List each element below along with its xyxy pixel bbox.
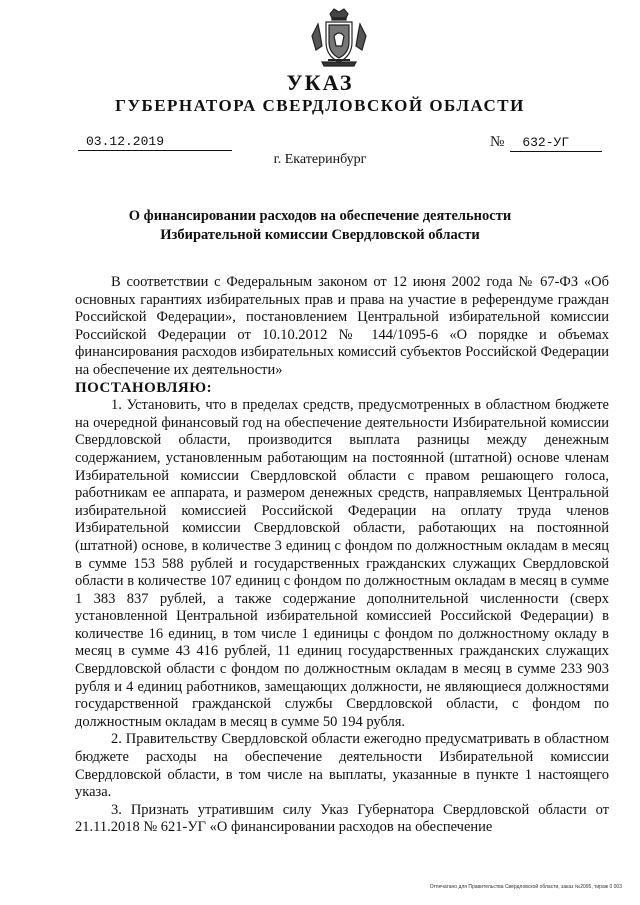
paragraph-3: 3. Признать утратившим силу Указ Губернатора Свердловской области от 21.11.2018 № 621-УГ «О финансировании расходов на обеспечение	[75, 801, 609, 836]
number-sign: №	[490, 134, 505, 150]
document-number-block	[490, 134, 602, 152]
document-number: 632-УГ	[510, 135, 602, 152]
document-body	[75, 274, 609, 837]
decree-word: ПОСТАНОВЛЯЮ:	[75, 379, 213, 396]
document-city: г. Екатеринбург	[273, 152, 367, 167]
coat-of-arms-emblem	[308, 6, 370, 68]
intro-paragraph: В соответствии с Федеральным законом от 12 июня 2002 года № 67-ФЗ «Об основных гарантиях избирательных прав и права на участие в референдуме граждан Российской Федерации», постановлением Центральной избирательной комиссии Российской Федерации от 10.10.2012 № 144/1095-6 «О порядке и объемах финансирования расходов избирательных комиссий субъектов Российской Федерации на обеспечение их деятельности»	[75, 274, 609, 378]
document-date: 03.12.2019	[78, 134, 232, 151]
paragraph-1: 1. Установить, что в пределах средств, предусмотренных в областном бюджете на очередной финансовый год на обеспечение деятельности Избирательной комиссии Свердловской области, производится выплата разницы между денежным содержанием, установленным работающим на постоянной (штатной) основе членам Избирательной комиссии Свердловской области с правом решающего голоса, работникам ее аппарата, и размером денежных средств, направляемых Центральной избирательной комиссией Российской Федерации на оплату труда членов Избирательной комиссии Свердловской области, работающих на постоянной (штатной) основе, в количестве 3 единиц с фондом по должностным окладам в месяц в сумме 153 588 рублей и государственных гражданских служащих Свердловской области в количестве 107 единиц с фондом по должностным окладам в месяц в сумме 1 383 837 рублей, а также содержание дополнительной численности (сверх установленной Центральной избирательной комиссией Российской Федерации) в количестве 16 единиц, в том числе 1 единицы с фондом по должностному окладу в месяц в сумме 43 416 рублей, 11 единиц государственных гражданских служащих Свердловской области с фондом по должностным окладам в месяц в сумме 233 903 рубля и 4 единиц работников, замещающих должности, не являющиеся должностями государственной гражданской службы Свердловской области, с фондом по должностным окладам в месяц в сумме 50 194 рубля.	[75, 397, 609, 730]
heading-line-1: О финансировании расходов на обеспечение деятельности	[128, 208, 512, 224]
document-subtitle: ГУБЕРНАТОРА СВЕРДЛОВСКОЙ ОБЛАСТИ	[115, 96, 525, 115]
document-heading	[80, 207, 560, 245]
document-title: УКАЗ	[286, 70, 354, 95]
heading-line-2: Избирательной комиссии Свердловской области	[160, 227, 480, 243]
print-footer: Отпечатано для Правительства Свердловской области, заказ №2095, тираж 0 003	[429, 884, 622, 890]
paragraph-2: 2. Правительству Свердловской области ежегодно предусматривать в областном бюджете расходы на обеспечение деятельности Избирательной комиссии Свердловской области, в том числе на выплаты, указанные в пункте 1 настоящего указа.	[75, 731, 609, 801]
